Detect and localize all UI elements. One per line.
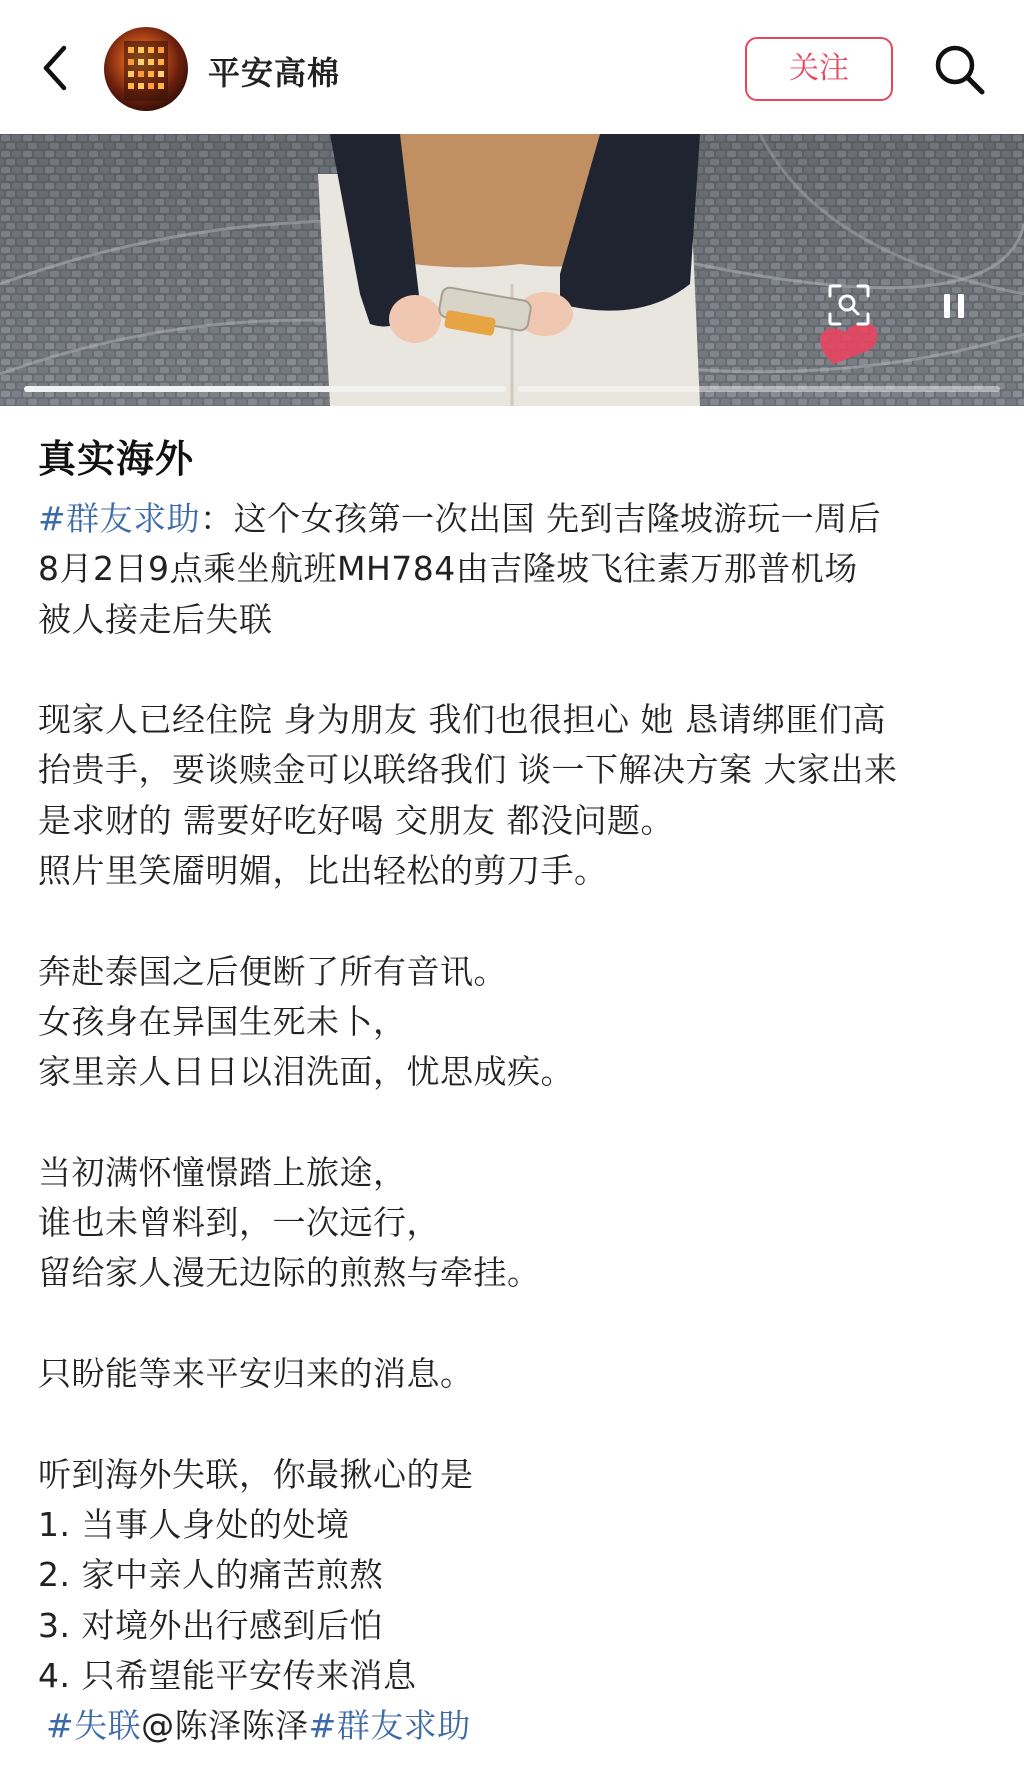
post-line: 被人接走后失联 — [38, 599, 273, 639]
post-line: 当初满怀憧憬踏上旅途， — [38, 1152, 407, 1192]
progress-segment-2 — [518, 386, 1000, 392]
image-search-icon — [826, 282, 872, 328]
post-line: 听到海外失联，你最揪心的是 — [38, 1454, 474, 1494]
post-line: 是求财的 需要好吃好喝 交朋友 都没问题。 — [38, 800, 674, 840]
post-line: 奔赴泰国之后便断了所有音讯。 — [38, 951, 507, 991]
list-item: 4. 只希望能平安传来消息 — [38, 1655, 417, 1695]
post-line: 谁也未曾料到，一次远行， — [38, 1203, 440, 1243]
blank-line — [38, 645, 998, 695]
pause-icon — [938, 290, 970, 322]
post-line: 女孩身在异国生死未卜， — [38, 1001, 407, 1041]
post-line: 留给家人漫无边际的煎熬与牵挂。 — [38, 1253, 541, 1293]
blank-line — [38, 1399, 998, 1449]
search-icon — [932, 42, 988, 98]
post-line: 现家人已经住院 身为朋友 我们也很担心 她 恳请绑匪们高 — [38, 700, 886, 740]
blank-line — [38, 1098, 998, 1148]
post-line: 照片里笑靥明媚，比出轻松的剪刀手。 — [38, 851, 608, 891]
back-button[interactable] — [34, 38, 80, 98]
pause-button[interactable] — [938, 290, 970, 322]
mention-link[interactable]: @陈泽陈泽 — [141, 1706, 309, 1746]
list-item: 2. 家中亲人的痛苦煎熬 — [38, 1555, 383, 1595]
post-title: 真实海外 — [38, 437, 195, 481]
image-search-button[interactable] — [826, 282, 872, 328]
post-line — [38, 494, 998, 544]
video-frame — [0, 134, 1024, 406]
post-line: 抬贵手，要谈赎金可以联络我们 谈一下解决方案 大家出来 — [38, 750, 898, 790]
search-button[interactable] — [932, 42, 988, 98]
top-bar — [0, 0, 1024, 134]
post-text: ：这个女孩第一次出国 先到吉隆坡游玩一周后 — [200, 499, 882, 538]
list-item: 3. 对境外出行感到后怕 — [38, 1605, 383, 1645]
hashtag-link[interactable]: #失联 — [46, 1706, 142, 1746]
video-player[interactable] — [0, 134, 1024, 406]
post-line: 只盼能等来平安归来的消息。 — [38, 1354, 474, 1394]
follow-button[interactable]: 关注 — [745, 37, 893, 101]
tag-line — [38, 1701, 998, 1751]
avatar[interactable] — [104, 27, 188, 111]
list-item: 1. 当事人身处的处境 — [38, 1504, 350, 1544]
video-progress[interactable] — [24, 386, 1000, 392]
blank-line — [38, 896, 998, 946]
progress-fill — [24, 386, 506, 392]
chevron-left-icon — [34, 38, 80, 98]
post-line: 8月2日9点乘坐航班MH784由吉隆坡飞往素万那普机场 — [38, 549, 858, 589]
blank-line — [38, 1299, 998, 1349]
post-body — [38, 494, 998, 1751]
avatar-image — [104, 27, 188, 111]
hashtag-link[interactable]: #群友求助 — [38, 499, 201, 538]
hashtag-link[interactable]: #群友求助 — [308, 1706, 471, 1746]
author-name[interactable]: 平安高棉 — [208, 54, 341, 92]
post-line: 家里亲人日日以泪洗面，忧思成疾。 — [38, 1052, 574, 1092]
